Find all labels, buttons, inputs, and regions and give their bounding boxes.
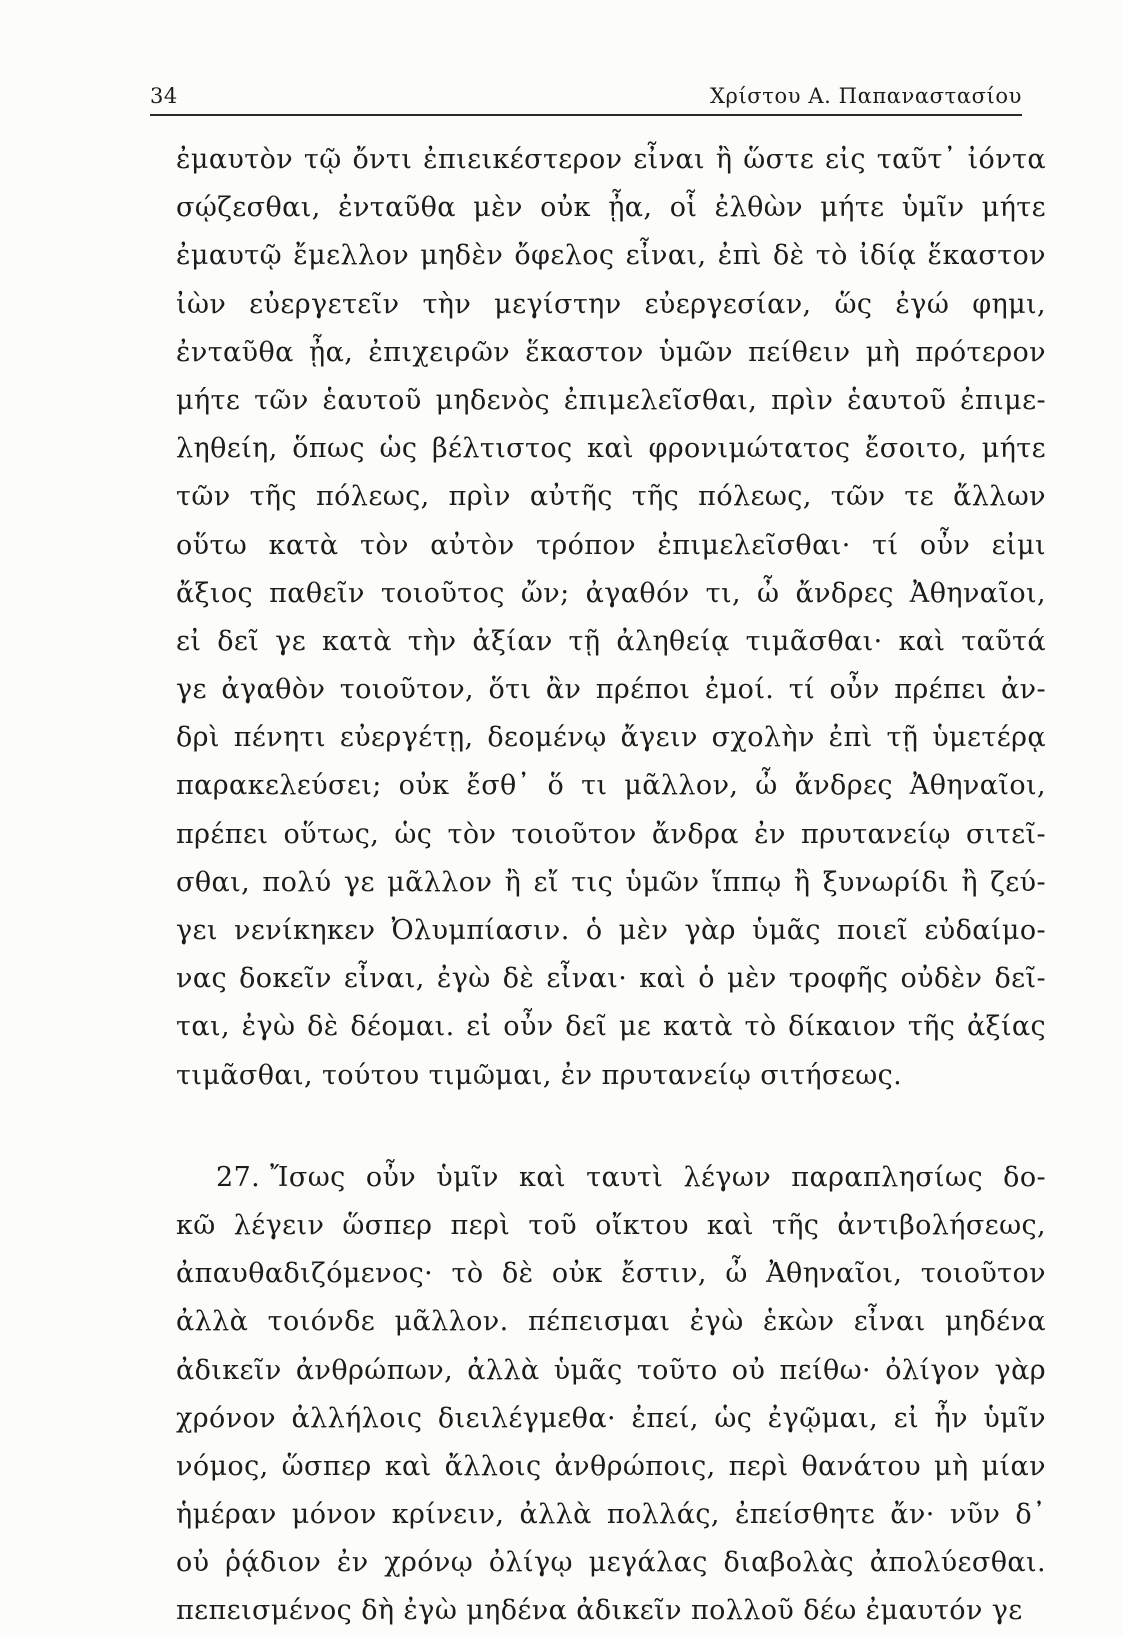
text-line: ἀδικεῖν ἀνθρώπων, ἀλλὰ ὑμᾶς τοῦτο οὐ πείθω· ὀλίγον γὰρ bbox=[176, 1354, 1046, 1386]
text-line: εἰ δεῖ γε κατὰ τὴν ἀξίαν τῇ ἀληθείᾳ τιμᾶσθαι· καὶ ταῦτά bbox=[176, 625, 1046, 657]
text-line: ἀλλὰ τοιόνδε μᾶλλον. πέπεισμαι ἐγὼ ἑκὼν εἶναι μηδένα bbox=[176, 1306, 1046, 1338]
paragraph-1 bbox=[176, 136, 1046, 1100]
text-line: τιμᾶσθαι, τούτου τιμῶμαι, ἐν πρυτανείῳ σιτήσεως. bbox=[176, 1059, 903, 1091]
paragraph-gap bbox=[176, 1100, 1046, 1154]
text-line: ἐνταῦθα ᾖα, ἐπιχειρῶν ἕκαστον ὑμῶν πείθειν μὴ πρότερον bbox=[176, 336, 1046, 368]
text-line: ἄξιος παθεῖν τοιοῦτος ὤν; ἀγαθόν τι, ὦ ἄνδρες Ἀθηναῖοι, bbox=[176, 577, 1046, 609]
text-line: σῴζεσθαι, ἐνταῦθα μὲν οὐκ ᾖα, οἷ ἐλθὼν μήτε ὑμῖν μήτε bbox=[176, 192, 1046, 224]
text-line: παρακελεύσει; οὐκ ἔσθ᾽ ὅ τι μᾶλλον, ὦ ἄνδρες Ἀθηναῖοι, bbox=[176, 770, 1046, 802]
text-line: γε ἀγαθὸν τοιοῦτον, ὅτι ἂν πρέποι ἐμοί. τί οὖν πρέπει ἀν- bbox=[176, 674, 1046, 706]
text-line-content: Ἴσως οὖν ὑμῖν καὶ ταυτὶ λέγων παραπλησίως δο- bbox=[270, 1161, 1046, 1193]
text-line: ἐμαυτῷ ἔμελλον μηδὲν ὄφελος εἶναι, ἐπὶ δὲ τὸ ἰδίᾳ ἕκαστον bbox=[176, 240, 1046, 272]
text-line: οὐ ῥᾴδιον ἐν χρόνῳ ὀλίγῳ μεγάλας διαβολὰς ἀπολύεσθαι. bbox=[176, 1547, 1046, 1579]
text-line bbox=[176, 1154, 1046, 1202]
running-head: Χρίστου Α. Παπαναστασίου bbox=[709, 84, 1022, 108]
text-line: πρέπει οὕτως, ὡς τὸν τοιοῦτον ἄνδρα ἐν πρυτανείῳ σιτεῖ- bbox=[176, 818, 1046, 850]
text-line: τῶν τῆς πόλεως, πρὶν αὐτῆς τῆς πόλεως, τῶν τε ἄλλων bbox=[176, 481, 1046, 513]
section-number: 27. bbox=[216, 1161, 261, 1193]
text-line: ἰὼν εὐεργετεῖν τὴν μεγίστην εὐεργεσίαν, ὥς ἐγώ φημι, bbox=[176, 288, 1046, 320]
text-line: πεπεισμένος δὴ ἐγὼ μηδένα ἀδικεῖν πολλοῦ δέω ἐμαυτόν γε bbox=[176, 1595, 1023, 1627]
text-line: ἡμέραν μόνον κρίνειν, ἀλλὰ πολλάς, ἐπείσθητε ἄν· νῦν δ᾽ bbox=[176, 1499, 1046, 1531]
text-line: ἐμαυτὸν τῷ ὄντι ἐπιεικέστερον εἶναι ἢ ὥστε εἰς ταῦτ᾽ ἰόντα bbox=[176, 144, 1046, 175]
text-line: δρὶ πένητι εὐεργέτῃ, δεομένῳ ἄγειν σχολὴν ἐπὶ τῇ ὑμετέρᾳ bbox=[176, 722, 1046, 754]
text-line: νόμος, ὥσπερ καὶ ἄλλοις ἀνθρώποις, περὶ θανάτου μὴ μίαν bbox=[176, 1450, 1046, 1482]
page-header bbox=[150, 78, 1022, 116]
text-line: μήτε τῶν ἑαυτοῦ μηδενὸς ἐπιμελεῖσθαι, πρὶν ἑαυτοῦ ἐπιμε- bbox=[176, 384, 1046, 416]
paragraph-2 bbox=[176, 1154, 1046, 1636]
text-line: ἀπαυθαδιζόμενος· τὸ δὲ οὐκ ἔστιν, ὦ Ἀθηναῖοι, τοιοῦτον bbox=[176, 1258, 1046, 1290]
body-text bbox=[176, 136, 1046, 1636]
text-line: νας δοκεῖν εἶναι, ἐγὼ δὲ εἶναι· καὶ ὁ μὲν τροφῆς οὐδὲν δεῖ- bbox=[176, 963, 1046, 995]
text-line: κῶ λέγειν ὥσπερ περὶ τοῦ οἴκτου καὶ τῆς ἀντιβολήσεως, bbox=[176, 1209, 1046, 1241]
text-line: σθαι, πολύ γε μᾶλλον ἢ εἴ τις ὑμῶν ἵππῳ ἢ ξυνωρίδι ἢ ζεύ- bbox=[176, 866, 1046, 898]
text-line: χρόνον ἀλλήλοις διειλέγμεθα· ἐπεί, ὡς ἐγῷμαι, εἰ ἦν ὑμῖν bbox=[176, 1402, 1046, 1434]
text-line: οὕτω κατὰ τὸν αὐτὸν τρόπον ἐπιμελεῖσθαι· τί οὖν εἰμι bbox=[176, 529, 1046, 561]
text-line: ται, ἐγὼ δὲ δέομαι. εἰ οὖν δεῖ με κατὰ τὸ δίκαιον τῆς ἀξίας bbox=[176, 1011, 1046, 1043]
text-line: γει νενίκηκεν Ὀλυμπίασιν. ὁ μὲν γὰρ ὑμᾶς ποιεῖ εὐδαίμο- bbox=[176, 915, 1046, 946]
page-number: 34 bbox=[150, 84, 178, 108]
text-line: ληθείη, ὅπως ὡς βέλτιστος καὶ φρονιμώτατος ἔσοιτο, μήτε bbox=[176, 433, 1046, 465]
